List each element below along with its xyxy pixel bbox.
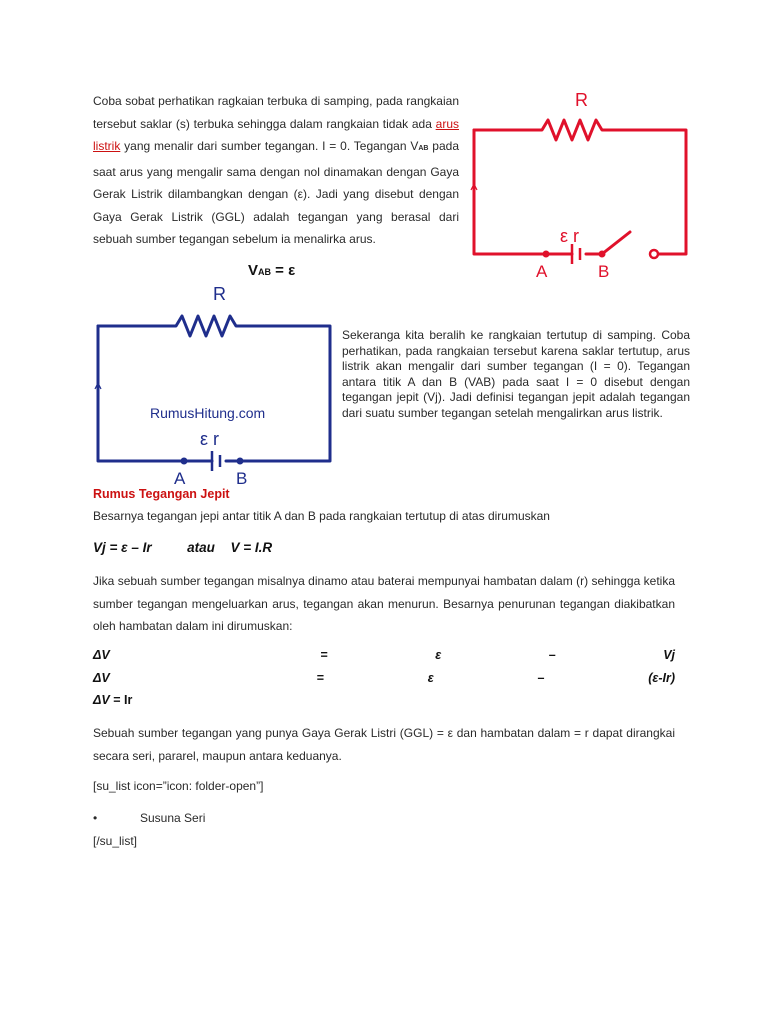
node-b-label-closed: B xyxy=(236,469,248,488)
resistor-label-open: R xyxy=(575,90,588,110)
closed-circuit-diagram xyxy=(90,280,340,490)
internal-resistance-paragraph: Jika sebuah sumber tegangan misalnya dinamo atau baterai mempunyai hambatan dalam (r) sehingga ketika sumber tegangan mengeluarkan arus, tegangan akan menurun. Besarnya penurunan tegangan diakibatkan oleh hambatan dalam ini dirumuskan: xyxy=(93,574,675,633)
switch-contact xyxy=(650,250,658,258)
intro-paragraph xyxy=(93,90,459,251)
tegangan-jepit-formula xyxy=(93,540,272,555)
shortcode-open: [su_list icon=”icon: folder-open”] xyxy=(93,779,264,793)
para1-text-a: Coba sobat perhatikan ragkaian terbuka di samping, pada rangkaian tersebut saklar (s) terbuka sehingga dalam rangkaian tidak ada xyxy=(93,94,459,131)
shortcode-close: [/su_list] xyxy=(93,834,138,848)
ggl-series-paragraph: Sebuah sumber tegangan yang punya Gaya Gerak Listri (GGL) = ε dan hambatan dalam = r dapat dirangkai secara seri, pararel, maupun antara keduanya. xyxy=(93,726,675,763)
section-heading: Rumus Tegangan Jepit xyxy=(93,487,230,501)
emf-label-open: ε r xyxy=(560,226,580,246)
equation-row-2: ΔV = ε – (ε-Ir) xyxy=(93,671,675,685)
node-b-label-open: B xyxy=(598,262,610,281)
formula-or: atau xyxy=(187,540,215,555)
bullet-icon: • xyxy=(93,811,98,825)
equation-row-3: ΔV = Ir xyxy=(93,693,133,707)
open-circuit-diagram xyxy=(462,82,694,282)
vab-subscript: AB xyxy=(418,145,429,152)
closed-circuit-paragraph: Sekeranga kita beralih ke rangkaian tertutup di samping. Coba perhatikan, pada rangkaian tersebut karena saklar tertutup, arus listrik akan mengalir dari sumber tegangan (I = 0). Tegangan antara titik A dan B (VAB) pada saat I = 0 disebut dengan tegangan jepit (Vj). Jadi definisi tegangan jepit adalah tegangan dari suatu sumber tegangan setelah mengalirkan arus listrik. xyxy=(342,328,690,420)
node-a-label-open: A xyxy=(536,262,548,281)
arus-listrik-link[interactable]: arus listrik xyxy=(93,116,459,153)
node-a-dot-closed xyxy=(181,458,188,465)
vab-formula: VAB = ε xyxy=(248,262,296,279)
resistor-label-closed: R xyxy=(213,284,226,304)
node-b-dot-closed xyxy=(237,458,244,465)
formula-left: Vj = ε – Ir xyxy=(93,540,152,555)
bullet-item-text: Susuna Seri xyxy=(140,811,206,825)
node-a-dot xyxy=(543,251,550,258)
node-a-label-closed: A xyxy=(174,469,186,488)
emf-label-closed: ε r xyxy=(200,429,220,449)
bullet-list-item xyxy=(93,811,205,825)
formula-right: V = I.R xyxy=(230,540,273,555)
para1-text-b: yang menalir dari sumber tegangan. I = 0. Tegangan V xyxy=(120,139,419,153)
equation-row-1: ΔV = ε – Vj xyxy=(93,648,675,662)
watermark-text: RumusHitung.com xyxy=(150,405,266,421)
intro-line: Besarnya tegangan jepi antar titik A dan B pada rangkaian tertutup di atas dirumuskan xyxy=(93,509,550,523)
para1-text-c: pada saat arus yang mengalir sama dengan nol dinamakan dengan Gaya Gerak Listrik dilambangkan dengan (ε). Jadi yang disebut dengan Gaya Gerak Listrik (GGL) adalah tegangan yang berasal dari sebuah sumber tegangan sebelum ia menalirka arus. xyxy=(93,139,460,246)
node-b-dot xyxy=(599,251,606,258)
